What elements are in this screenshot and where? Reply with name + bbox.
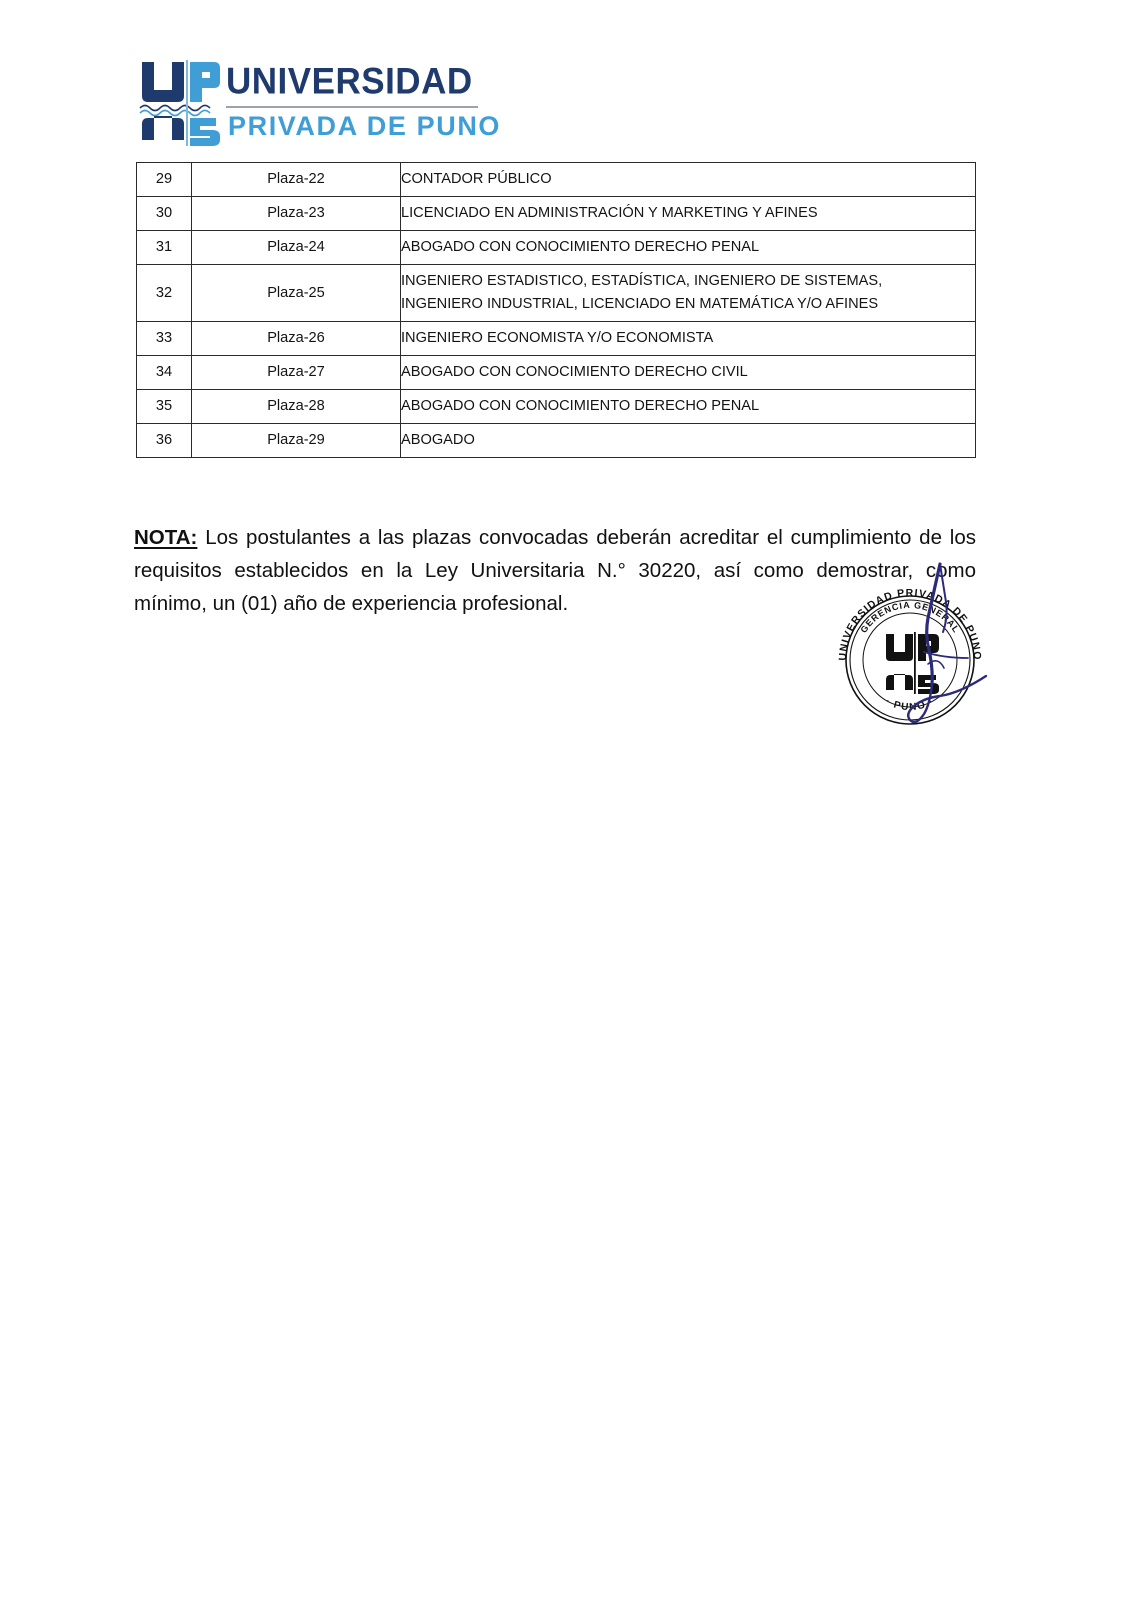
logo-divider-rule bbox=[226, 106, 478, 108]
seal-inner-text: GERENCIA GENERAL bbox=[858, 599, 962, 635]
seal-bottom-text: · PUNO · bbox=[883, 696, 937, 714]
row-plaza-cell: Plaza-26 bbox=[192, 322, 401, 356]
description-line: ABOGADO bbox=[401, 432, 475, 449]
row-number-cell: 33 bbox=[137, 322, 192, 356]
description-line: INGENIERO ESTADISTICO, ESTADÍSTICA, INGENIERO DE SISTEMAS, bbox=[401, 273, 883, 290]
row-number-cell: 32 bbox=[137, 265, 192, 322]
university-logo bbox=[138, 56, 502, 146]
row-number-cell: 36 bbox=[137, 424, 192, 458]
plaza-table-body bbox=[137, 163, 976, 458]
description-line: ABOGADO CON CONOCIMIENTO DERECHO PENAL bbox=[401, 398, 760, 415]
description-line: ABOGADO CON CONOCIMIENTO DERECHO PENAL bbox=[401, 239, 760, 256]
row-number-cell: 30 bbox=[137, 197, 192, 231]
table-row bbox=[137, 322, 976, 356]
description-line: INGENIERO ECONOMISTA Y/O ECONOMISTA bbox=[401, 330, 714, 347]
description-line: ABOGADO CON CONOCIMIENTO DERECHO CIVIL bbox=[401, 364, 748, 381]
row-description-cell bbox=[401, 265, 976, 322]
row-description-cell bbox=[401, 231, 976, 265]
logo-wordmark bbox=[226, 56, 502, 146]
nota-body: Los postulantes a las plazas convocadas deberán acreditar el cumplimiento de los requisitos establecidos en la Ley Universitaria N.° 30220, así como demostrar, como mínimo, un (01) año de experiencia profesional. bbox=[134, 525, 976, 615]
table-row bbox=[137, 356, 976, 390]
plaza-table bbox=[136, 162, 976, 458]
row-plaza-cell: Plaza-28 bbox=[192, 390, 401, 424]
row-description-cell bbox=[401, 424, 976, 458]
table-row bbox=[137, 390, 976, 424]
description-line: CONTADOR PÚBLICO bbox=[401, 171, 552, 188]
row-number-cell: 29 bbox=[137, 163, 192, 197]
row-description-cell bbox=[401, 390, 976, 424]
row-plaza-cell: Plaza-24 bbox=[192, 231, 401, 265]
row-plaza-cell: Plaza-22 bbox=[192, 163, 401, 197]
table-row bbox=[137, 265, 976, 322]
row-description-cell bbox=[401, 197, 976, 231]
description-line: LICENCIADO EN ADMINISTRACIÓN Y MARKETING Y AFINES bbox=[401, 205, 818, 222]
description-line: INGENIERO INDUSTRIAL, LICENCIADO EN MATEMÁTICA Y/O AFINES bbox=[401, 296, 879, 312]
row-number-cell: 35 bbox=[137, 390, 192, 424]
row-description-cell bbox=[401, 163, 976, 197]
row-number-cell: 31 bbox=[137, 231, 192, 265]
up-uns-monogram-icon bbox=[138, 56, 222, 146]
row-description-cell bbox=[401, 356, 976, 390]
table-row bbox=[137, 231, 976, 265]
row-number-cell: 34 bbox=[137, 356, 192, 390]
table-row bbox=[137, 424, 976, 458]
seal-outer-text: UNIVERSIDAD PRIVADA DE PUNO bbox=[836, 587, 984, 661]
row-plaza-cell: Plaza-29 bbox=[192, 424, 401, 458]
row-plaza-cell: Plaza-23 bbox=[192, 197, 401, 231]
nota-label: NOTA: bbox=[134, 525, 198, 549]
logo-line-privada-de-puno: PRIVADA DE PUNO bbox=[228, 111, 502, 141]
row-plaza-cell: Plaza-27 bbox=[192, 356, 401, 390]
row-description-cell bbox=[401, 322, 976, 356]
official-seal-and-signature bbox=[828, 556, 1008, 746]
table-row bbox=[137, 197, 976, 231]
table-row bbox=[137, 163, 976, 197]
logo-line-universidad: UNIVERSIDAD bbox=[226, 61, 473, 102]
row-plaza-cell: Plaza-25 bbox=[192, 265, 401, 322]
